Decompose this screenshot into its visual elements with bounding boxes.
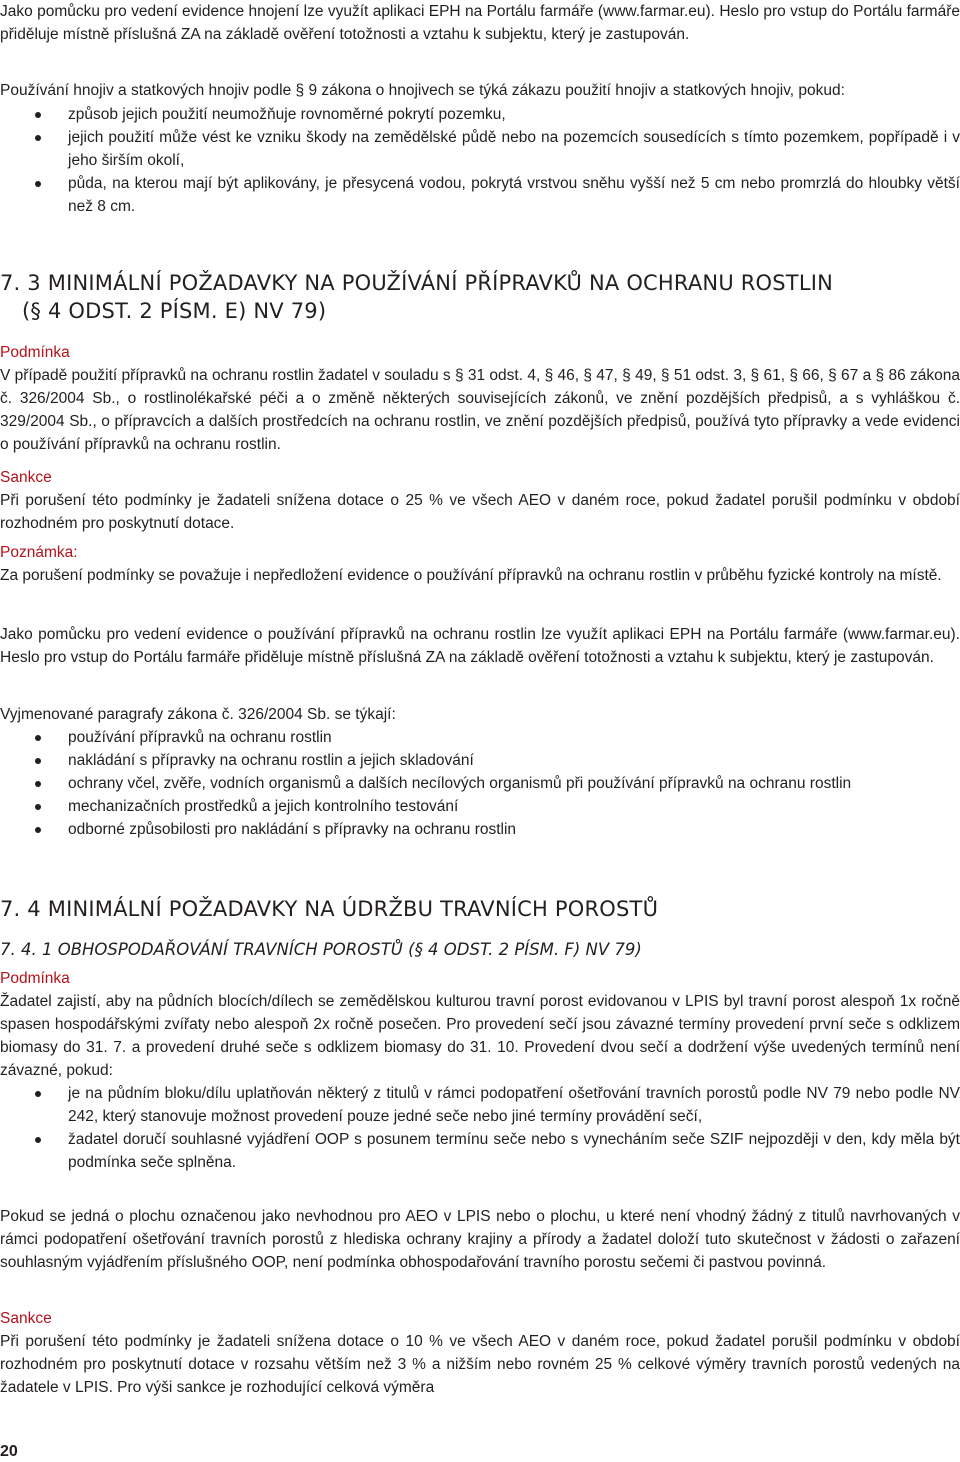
note-text: Za porušení podmínky se považuje i nepředložení evidence o používání přípravků na ochranu rostlin v průběhu fyzické kontroly na místě.	[0, 567, 942, 584]
list-item: půda, na kterou mají být aplikovány, je přesycená vodou, pokrytá vrstvou sněhu vyšší než 5 cm nebo promrzlá do hloubky větší než 8 cm.	[0, 172, 960, 218]
section-7-3-note	[0, 541, 960, 587]
section-7-4-1-heading	[0, 939, 960, 961]
bullet-icon	[35, 735, 41, 741]
paragraph-list	[0, 726, 960, 841]
bullet-icon	[35, 181, 41, 187]
sanction-label: Sankce	[0, 1310, 52, 1327]
sanction-text: Při porušení této podmínky je žadateli snížena dotace o 10 % ve všech AEO v daném roce, pokud žadatel porušil podmínku v období rozhodném pro poskytnutí dotace v rozsahu větším než 3 % a nižším nebo rovném 25 % celkové výměry travních porostů vedených na žadatele v LPIS. Pro výši sankce je rozhodující celková výměra	[0, 1333, 960, 1396]
paragraph-list-intro: Vyjmenované paragrafy zákona č. 326/2004 Sb. se týkají:	[0, 706, 396, 723]
note-label: Poznámka:	[0, 544, 78, 561]
section-7-4-title: 7. 4 MINIMÁLNÍ POŽADAVKY NA ÚDRŽBU TRAVNÍCH POROSTŮ	[0, 897, 659, 921]
section-7-3-condition	[0, 341, 960, 456]
section-7-3-paragraphs	[0, 703, 960, 841]
condition-label: Podmínka	[0, 344, 70, 361]
section-7-4-1-condition	[0, 967, 960, 1174]
sanction-label: Sankce	[0, 469, 52, 486]
list-item: mechanizačních prostředků a jejich kontrolního testování	[0, 795, 960, 818]
bullet-icon	[35, 1137, 41, 1143]
list-item: nakládání s přípravky na ochranu rostlin a jejich skladování	[0, 749, 960, 772]
bullet-icon	[35, 135, 41, 141]
bullet-icon	[35, 758, 41, 764]
help-text: Jako pomůcku pro vedení evidence o používání přípravků na ochranu rostlin lze využít aplikaci EPH na Portálu farmáře (www.farmar.eu). Heslo pro vstup do Portálu farmáře přiděluje místně příslušná ZA na základě ověření totožnosti a vztahu k subjektu, který je zastupován.	[0, 626, 960, 666]
section-7-4-1-extra	[0, 1205, 960, 1274]
list-item: jejich použití může vést ke vzniku škody na zemědělské půdě nebo na pozemcích sousedících s tímto pozemkem, popřípadě i v jeho širším okolí,	[0, 126, 960, 172]
list-item: odborné způsobilosti pro nakládání s přípravky na ochranu rostlin	[0, 818, 960, 841]
condition-label: Podmínka	[0, 970, 70, 987]
list-item: způsob jejich použití neumožňuje rovnoměrné pokrytí pozemku,	[0, 103, 960, 126]
list-item: žadatel doručí souhlasné vyjádření OOP s posunem termínu seče nebo s vynecháním seče SZIF nejpozději v den, kdy měla být podmínka seče splněna.	[0, 1128, 960, 1174]
section-7-4-1-title: 7. 4. 1 OBHOSPODAŘOVÁNÍ TRAVNÍCH POROSTŮ (§ 4 ODST. 2 PÍSM. F) NV 79)	[0, 940, 642, 959]
page-number: 20	[0, 1443, 18, 1460]
list-item: ochrany včel, zvěře, vodních organismů a dalších necílových organismů při používání přípravků na ochranu rostlin	[0, 772, 960, 795]
sanction-text: Při porušení této podmínky je žadateli snížena dotace o 25 % ve všech AEO v daném roce, pokud žadatel porušil podmínku v období rozhodném pro poskytnutí dotace.	[0, 492, 960, 532]
bullet-icon	[35, 781, 41, 787]
condition-text: Žadatel zajistí, aby na půdních blocích/dílech se zemědělskou kulturou travní porost evidovanou v LPIS byl travní porost alespoň 1x ročně spasen hospodářskými zvířaty nebo alespoň 2x ročně posečen. Pro provedení sečí jsou závazné termíny provedení první seče s odklizem biomasy do 31. 7. a provedení druhé seče s odklizem biomasy do 31. 10. Provedení dvou sečí a dodržení výše uvedených termínů není závazné, pokud:	[0, 993, 960, 1079]
bullet-icon	[35, 827, 41, 833]
section-7-4-1-sanction	[0, 1307, 960, 1399]
section-7-3-sanction	[0, 466, 960, 535]
condition-exceptions-list	[0, 1082, 960, 1174]
condition-text: V případě použití přípravků na ochranu rostlin žadatel v souladu s § 31 odst. 4, § 46, § 47, § 49, § 51 odst. 3, § 61, § 66, § 67 a § 86 zákona č. 326/2004 Sb., o rostlinolékařské péči a o změně některých souvisejících zákonů, ve znění pozdějších předpisů, a s vyhláškou č. 329/2004 Sb., o přípravcích a dalších prostředcích na ochranu rostlin, ve znění pozdějších předpisů, používá tyto přípravky a vede evidenci o používání přípravků na ochranu rostlin.	[0, 367, 960, 453]
fertilizer-rules-block	[0, 79, 960, 218]
extra-text: Pokud se jedná o plochu označenou jako nevhodnou pro AEO v LPIS nebo o plochu, u které není vhodný žádný z titulů navrhovaných v rámci podopatření ošetřování travních porostů z hlediska ochrany krajiny a přírody a žadatel doloží tuto skutečnost v žádosti o zařazení souhlasným vyjádřením příslušného OOP, není podmínka obhospodařování travního porostu sečemi či pastvou povinná.	[0, 1208, 960, 1271]
section-7-3-heading	[0, 269, 960, 325]
section-7-3-title-line-1: 7. 3 MINIMÁLNÍ POŽADAVKY NA POUŽÍVÁNÍ PŘÍPRAVKŮ NA OCHRANU ROSTLIN	[0, 271, 834, 295]
fertilizer-rules-list	[0, 103, 960, 218]
section-7-4-heading	[0, 895, 960, 923]
bullet-icon	[35, 804, 41, 810]
list-item: používání přípravků na ochranu rostlin	[0, 726, 960, 749]
section-7-3-title-line-2: (§ 4 ODST. 2 PÍSM. E) NV 79)	[22, 299, 327, 323]
section-7-3-help	[0, 623, 960, 669]
bullet-icon	[35, 1091, 41, 1097]
bullet-icon	[35, 112, 41, 118]
intro-text-1: Jako pomůcku pro vedení evidence hnojení lze využít aplikaci EPH na Portálu farmáře (www.farmar.eu). Heslo pro vstup do Portálu farmáře přiděluje místně příslušná ZA na základě ověření totožnosti a vztahu k subjektu, který je zastupován.	[0, 3, 960, 43]
list-item: je na půdním bloku/dílu uplatňován některý z titulů v rámci podopatření ošetřování travních porostů podle NV 79 nebo podle NV 242, který stanovuje možnost provedení pouze jedné seče nebo jiné termíny provádění sečí,	[0, 1082, 960, 1128]
intro-text-2: Používání hnojiv a statkových hnojiv podle § 9 zákona o hnojivech se týká zákazu použití hnojiv a statkových hnojiv, pokud:	[0, 82, 845, 99]
intro-paragraph-1	[0, 0, 960, 46]
